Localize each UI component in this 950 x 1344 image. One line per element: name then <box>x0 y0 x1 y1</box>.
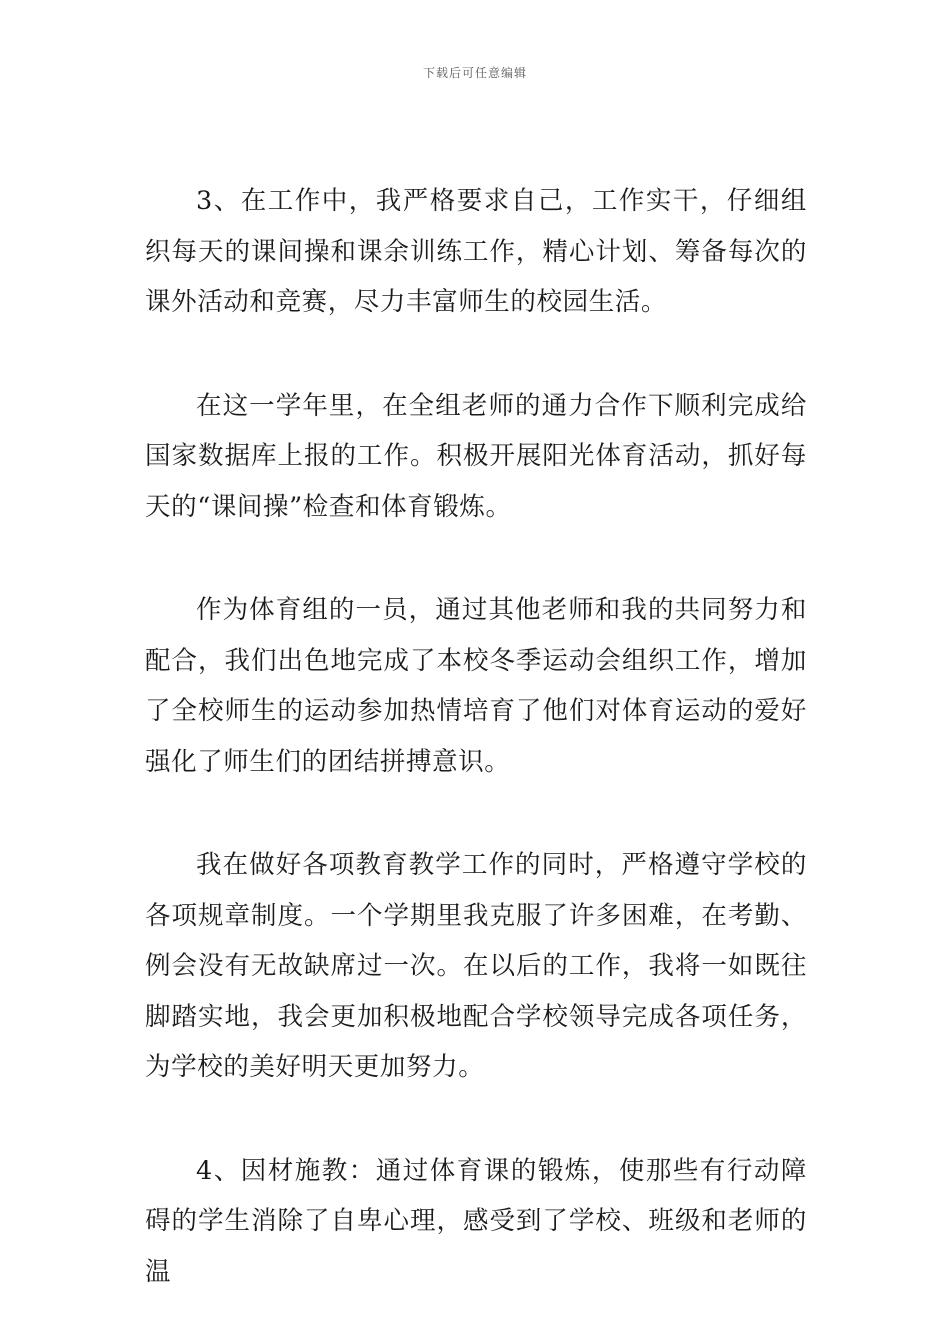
document-body <box>145 176 807 1297</box>
paragraph-3: 作为体育组的一员，通过其他老师和我的共同努力和配合，我们出色地完成了本校冬季运动会组织工作，增加了全校师生的运动参加热情培育了他们对体育运动的爱好强化了师生们的团结拼搏意识。 <box>145 595 807 777</box>
page-header: 下载后可任意编辑 <box>422 66 527 80</box>
paragraph-4: 我在做好各项教育教学工作的同时，严格遵守学校的各项规章制度。一个学期里我克服了许多困难，在考勤、例会没有无故缺席过一次。在以后的工作，我将一如既往脚踏实地，我会更加积极地配合学校领导完成各项任务，为学校的美好明天更加努力。 <box>145 850 807 1082</box>
paragraph-5: 4、因材施教：通过体育课的锻炼，使那些有行动障碍的学生消除了自卑心理，感受到了学校、班级和老师的温 <box>145 1155 807 1287</box>
paragraph-2: 在这一学年里，在全组老师的通力合作下顺利完成给国家数据库上报的工作。积极开展阳光体育活动，抓好每天的“课间操”检查和体育锻炼。 <box>145 390 807 522</box>
paragraph-1: 3、在工作中，我严格要求自己，工作实干，仔细组织每天的课间操和课余训练工作，精心计划、筹备每次的课外活动和竞赛，尽力丰富师生的校园生活。 <box>145 186 807 317</box>
